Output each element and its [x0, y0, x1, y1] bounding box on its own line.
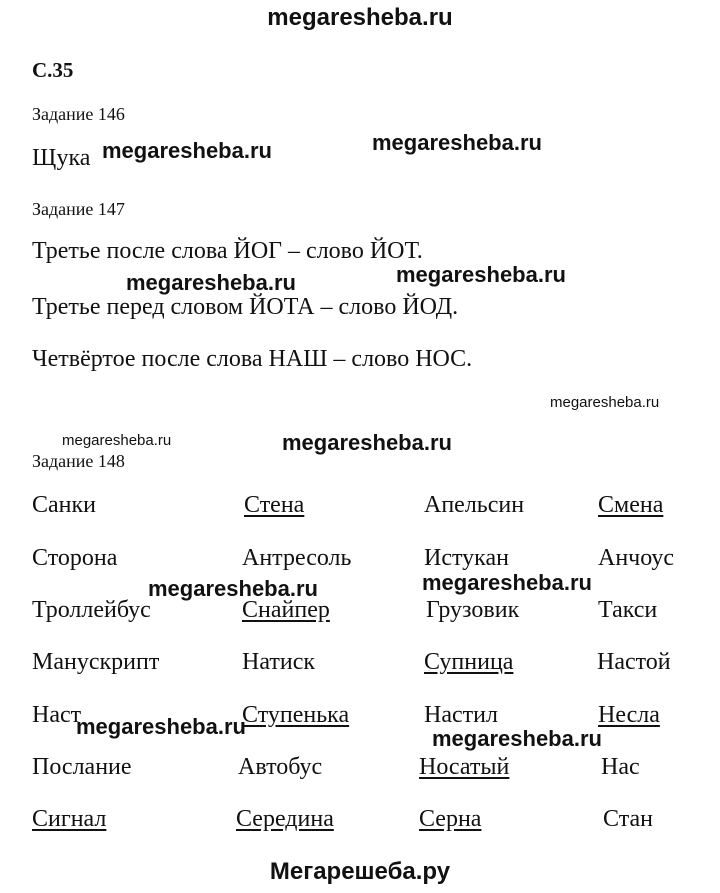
watermark-inline: megaresheba.ru — [372, 130, 542, 155]
word-cell: Автобус — [238, 754, 323, 780]
watermark-inline: megaresheba.ru — [550, 394, 660, 411]
word-cell: Стан — [603, 806, 653, 832]
word-cell: Манускрипт — [32, 649, 160, 675]
watermark-inline: megaresheba.ru — [422, 570, 592, 595]
task-146-answer: Щука — [32, 145, 91, 171]
word-cell: Троллейбус — [32, 597, 151, 623]
word-cell: Натиск — [242, 649, 316, 675]
task-147-line-2: Третье перед словом ЙОТА – слово ЙОД. — [32, 294, 459, 320]
word-cell: Настил — [424, 702, 498, 728]
watermark-top: megaresheba.ru — [267, 4, 453, 31]
watermark-bottom: Мегарешеба.ру — [269, 858, 451, 885]
word-cell: Настой — [597, 649, 671, 675]
word-cell: Сигнал — [32, 806, 107, 832]
watermark-inline: megaresheba.ru — [396, 262, 566, 287]
word-cell: Несла — [598, 702, 660, 728]
word-cell: Супница — [424, 649, 514, 675]
word-cell: Санки — [32, 492, 97, 518]
word-cell: Анчоус — [598, 545, 674, 571]
word-cell: Ступенька — [242, 702, 350, 728]
watermark-inline: megaresheba.ru — [282, 430, 452, 455]
word-cell: Апельсин — [424, 492, 525, 518]
watermark-inline: megaresheba.ru — [76, 714, 246, 739]
watermark-inline: megaresheba.ru — [148, 576, 318, 601]
task-147-line-1: Третье после слова ЙОГ – слово ЙОТ. — [32, 238, 423, 264]
word-cell: Носатый — [419, 754, 510, 780]
word-cell: Середина — [236, 806, 334, 832]
watermark-inline: megaresheba.ru — [102, 138, 272, 163]
word-cell: Послание — [32, 754, 132, 780]
word-cell: Такси — [598, 597, 658, 623]
word-cell: Смена — [598, 492, 664, 518]
task-147-line-3: Четвёртое после слова НАШ – слово НОС. — [32, 346, 473, 372]
watermark-inline: megaresheba.ru — [432, 726, 602, 751]
word-cell: Снайпер — [242, 597, 330, 623]
word-cell: Грузовик — [426, 597, 520, 623]
page-number-label: С.35 — [32, 58, 74, 82]
word-cell: Серна — [419, 806, 482, 832]
word-cell: Нас — [601, 754, 640, 780]
watermark-inline: megaresheba.ru — [126, 270, 296, 295]
word-cell: Стена — [244, 492, 305, 518]
task-148-title: Задание 148 — [32, 451, 125, 471]
watermark-inline: megaresheba.ru — [62, 432, 172, 449]
task-147-title: Задание 147 — [32, 199, 125, 219]
task-146-title: Задание 146 — [32, 104, 125, 124]
word-cell: Наст — [32, 702, 82, 728]
word-cell: Сторона — [32, 545, 118, 571]
word-cell: Антресоль — [242, 545, 352, 571]
word-cell: Истукан — [424, 545, 509, 571]
